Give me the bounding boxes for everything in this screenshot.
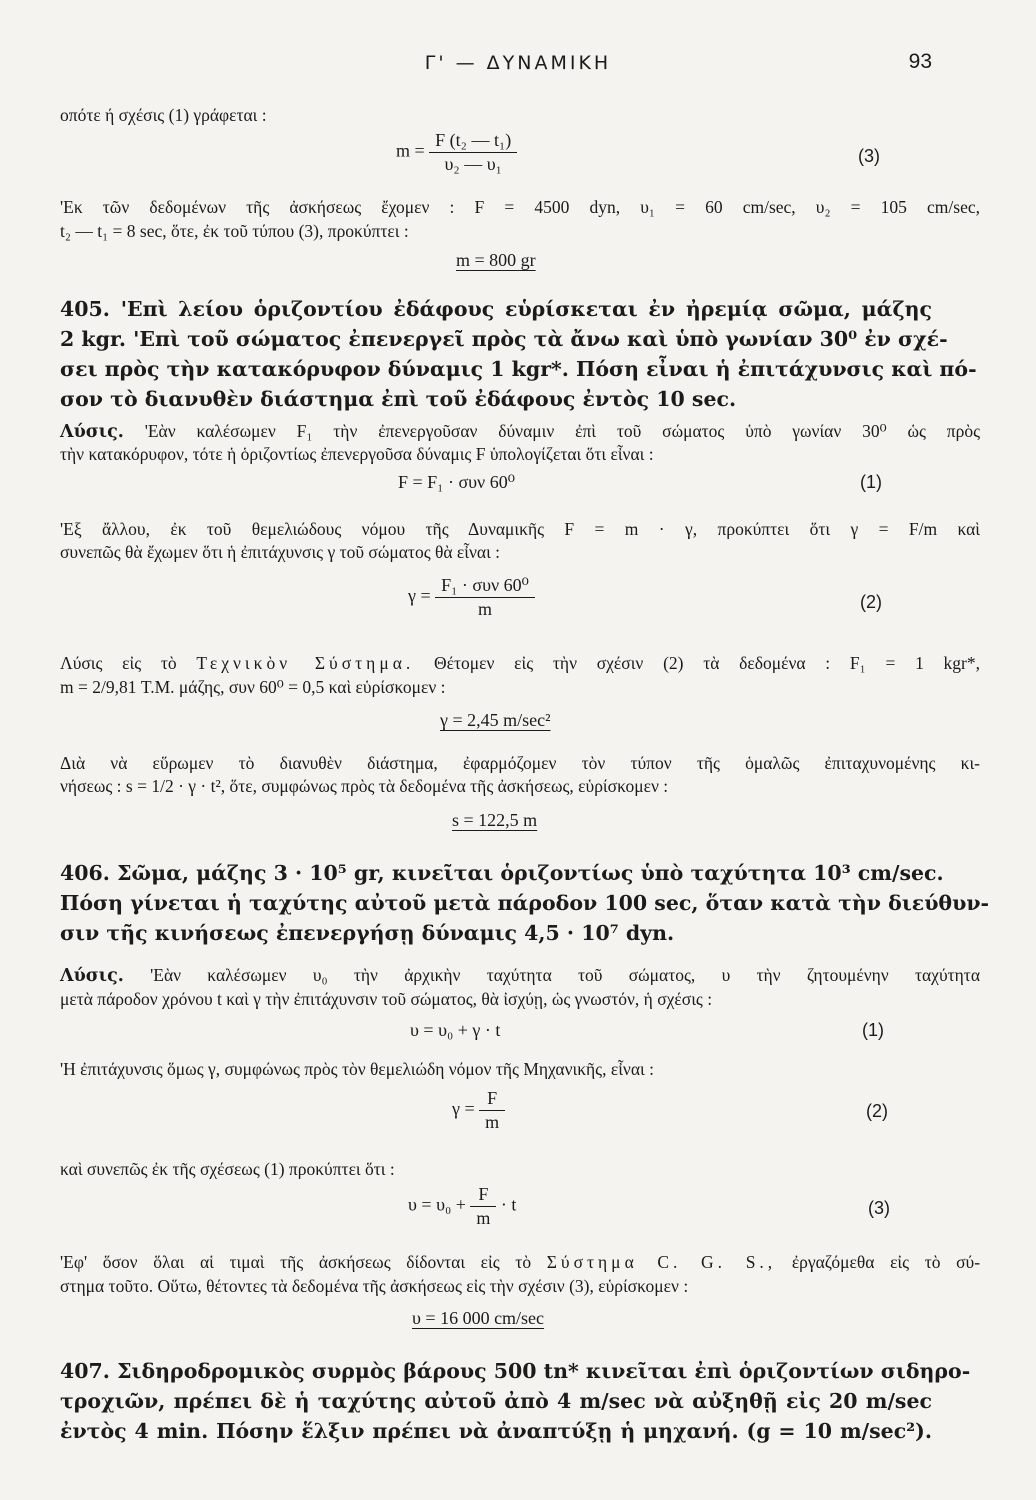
statement-line: 405. 'Επὶ λείου ὁριζοντίου ἐδάφους εὑρίσκεται ἐν ἠρεμίᾳ σῶμα, μάζης xyxy=(60,297,932,321)
cgs-text xyxy=(60,1251,980,1273)
system-name: Τεχνικὸν Σύστημα. xyxy=(196,653,415,673)
equation-2-acceleration xyxy=(452,1088,505,1133)
distance-text: νήσεως : s = 1/2 · γ · t², ὅτε, συμφώνως πρὸς τὰ δεδομένα τῆς ἀσκήσεως, εὑρίσκομεν : xyxy=(60,776,669,796)
running-header: Γ' — ΔΥΝΑΜΙΚΗ xyxy=(424,52,612,74)
text-fragment: Λύσις εἰς τὸ xyxy=(60,653,177,673)
distance-text: Διὰ νὰ εὕρωμεν τὸ διανυθὲν διάστημα, ἐφαρμόζομεν τὸν τύπον τῆς ὁμαλῶς ἐπιταχυνομένης κι- xyxy=(60,753,980,773)
solution-text xyxy=(60,420,980,443)
statement-line: 407. Σιδηροδρομικὸς συρμὸς βάρους 500 tn* κινεῖται ἐπὶ ὁριζοντίων σιδηρο- xyxy=(60,1359,971,1383)
equation-3-mass xyxy=(396,130,517,175)
statement-line: ἐντὸς 4 min. Πόσην ἕλξιν πρέπει νὰ ἀναπτύξῃ ἡ μηχανή. (g = 10 m/sec²). xyxy=(60,1419,932,1443)
solution-label: Λύσις. xyxy=(60,422,124,442)
fraction xyxy=(429,130,517,175)
equation-lhs: m = xyxy=(396,140,425,161)
equation-1-velocity: υ = υ₀ + γ · t xyxy=(410,1020,501,1040)
solution-text: μετὰ πάροδον χρόνου t καὶ γ τὴν ἐπιτάχυνσιν τοῦ σώματος, θὰ ἰσχύῃ, ὡς γνωστόν, ἡ σχέσις : xyxy=(60,989,713,1009)
result-velocity: υ = 16 000 cm/sec xyxy=(412,1308,545,1328)
result-acceleration: γ = 2,45 m/sec² xyxy=(440,710,551,730)
result-distance: s = 122,5 m xyxy=(452,810,538,830)
statement-line: σιν τῆς κινήσεως ἐπενεργήσῃ δύναμις 4,5 · 10⁷ dyn. xyxy=(60,921,675,945)
equation-number: (3) xyxy=(868,1198,890,1218)
technical-system-text: m = 2/9,81 Τ.Μ. μάζης, συν 60⁰ = 0,5 καὶ εὑρίσκομεν : xyxy=(60,677,446,697)
fraction-denominator: υ₂ — υ₁ xyxy=(444,154,502,174)
fraction-numerator: F xyxy=(470,1184,496,1207)
consequence-text: καὶ συνεπῶς ἐκ τῆς σχέσεως (1) προκύπτει ὅτι : xyxy=(60,1159,395,1179)
fraction-denominator: m xyxy=(485,1112,500,1132)
fraction-numerator: F xyxy=(479,1088,505,1111)
result-mass: m = 800 gr xyxy=(456,250,536,270)
fraction xyxy=(435,575,535,620)
page-number: 93 xyxy=(908,50,932,73)
fraction-numerator: F (t₂ — t₁) xyxy=(429,130,517,153)
data-text: 'Εκ τῶν δεδομένων τῆς ἀσκήσεως ἔχομεν : F = 4500 dyn, υ₁ = 60 cm/sec, υ₂ = 105 cm/sec, xyxy=(60,197,980,217)
law-text: 'Η ἐπιτάχυνσις ὅμως γ, συμφώνως πρὸς τὸν θεμελιώδη νόμον τῆς Μηχανικῆς, εἶναι : xyxy=(60,1059,654,1079)
equation-1-force: F = F₁ · συν 60⁰ xyxy=(398,472,515,492)
fraction xyxy=(470,1184,496,1229)
statement-line: σει πρὸς τὴν κατακόρυφον δύναμις 1 kgr*. Πόση εἶναι ἡ ἐπιτάχυνσις καὶ πό- xyxy=(60,357,977,381)
text-fragment: 'Εφ' ὅσον ὅλαι αἱ τιμαὶ τῆς ἀσκήσεως δίδονται εἰς τὸ xyxy=(60,1252,532,1272)
text-fragment: ἐργαζόμεθα εἰς τὸ σύ- xyxy=(791,1252,981,1272)
text-fragment: Θέτομεν εἰς τὴν σχέσιν (2) τὰ δεδομένα : F₁ = 1 kgr*, xyxy=(434,653,981,673)
exercise-405-statement xyxy=(60,294,977,414)
exercise-406-statement xyxy=(60,858,990,948)
technical-system-text xyxy=(60,652,980,674)
equation-number: (1) xyxy=(862,1020,884,1040)
fraction xyxy=(479,1088,505,1133)
equation-lhs: γ = xyxy=(452,1098,475,1119)
data-text: t₂ — t₁ = 8 sec, ὅτε, ἐκ τοῦ τύπου (3), προκύπτει : xyxy=(60,221,409,241)
fraction-numerator: F₁ · συν 60⁰ xyxy=(435,575,535,598)
intro-text: οπότε ή σχέσις (1) γράφεται : xyxy=(60,105,267,125)
equation-number: (1) xyxy=(860,472,882,492)
equation-number: (3) xyxy=(858,146,880,166)
equation-3-velocity xyxy=(408,1184,516,1229)
equation-lhs: γ = xyxy=(408,585,431,606)
cgs-text: στημα τοῦτο. Οὕτω, θέτοντες τὰ δεδομένα τῆς ἀσκήσεως εἰς τὴν σχέσιν (3), εὑρίσκομεν : xyxy=(60,1276,689,1296)
statement-line: 2 kgr. 'Επὶ τοῦ σώματος ἐπενεργεῖ πρὸς τὰ ἄνω καὶ ὑπὸ γωνίαν 30⁰ ἐν σχέ- xyxy=(60,327,948,351)
solution-line: 'Εὰν καλέσωμεν F₁ τὴν ἐπενεργοῦσαν δύναμιν ἐπὶ τοῦ σώματος ὑπὸ γωνίαν 30⁰ ὡς πρὸς xyxy=(144,421,981,441)
solution-label: Λύσις. xyxy=(60,966,124,986)
solution-text: τὴν κατακόρυφον, τότε ἡ ὁριζοντίως ἐπενεργοῦσα δύναμις F ὑπολογίζεται ὅτι εἶναι : xyxy=(60,444,654,464)
equation-number: (2) xyxy=(860,592,882,612)
statement-line: 406. Σῶμα, μάζης 3 · 10⁵ gr, κινεῖται ὁριζοντίως ὑπὸ ταχύτητα 10³ cm/sec. xyxy=(60,861,944,885)
solution-text xyxy=(60,964,980,987)
solution-line: 'Εὰν καλέσωμεν υ₀ τὴν ἀρχικὴν ταχύτητα τοῦ σώματος, υ τὴν ζητουμένην ταχύτητα xyxy=(150,965,981,985)
statement-line: σον τὸ διανυθὲν διάστημα ἐπὶ τοῦ ἐδάφους ἐντὸς 10 sec. xyxy=(60,387,737,411)
system-name: Σύστημα C. G. S., xyxy=(546,1252,777,1272)
equation-rhs: · t xyxy=(500,1194,517,1215)
equation-2-acceleration xyxy=(408,575,535,620)
law-text: συνεπῶς θὰ ἔχωμεν ὅτι ἡ ἐπιτάχυνσις γ τοῦ σώματος θὰ εἶναι : xyxy=(60,542,501,562)
equation-number: (2) xyxy=(866,1101,888,1121)
statement-line: τροχιῶν, πρέπει δὲ ἡ ταχύτης αὐτοῦ ἀπὸ 4 m/sec νὰ αὐξηθῇ εἰς 20 m/sec xyxy=(60,1389,932,1413)
fraction-denominator: m xyxy=(477,599,492,619)
exercise-407-statement xyxy=(60,1356,971,1446)
law-text: 'Εξ ἄλλου, ἐκ τοῦ θεμελιώδους νόμου τῆς Δυναμικῆς F = m · γ, προκύπτει ὅτι γ = F/m καὶ xyxy=(60,519,980,539)
statement-line: Πόση γίνεται ἡ ταχύτης αὐτοῦ μετὰ πάροδον 100 sec, ὅταν κατὰ τὴν διεύθυν- xyxy=(60,891,990,915)
equation-lhs: υ = υ₀ + xyxy=(408,1194,466,1215)
fraction-denominator: m xyxy=(476,1208,491,1228)
